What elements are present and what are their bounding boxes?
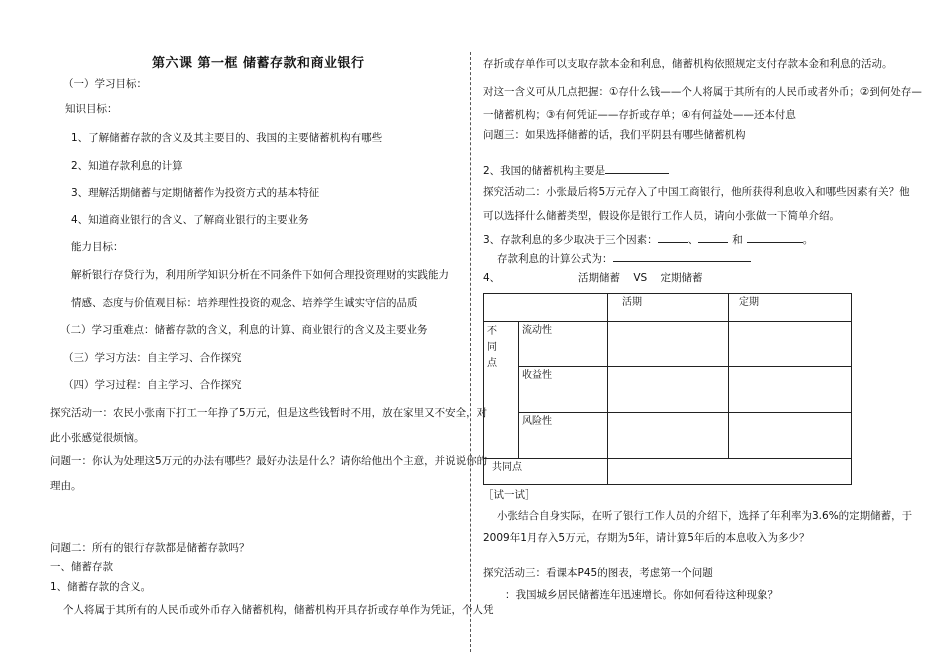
activity-1-line-2: 此小张感觉很烦恼。 [50,432,145,444]
definition-points-line-1: 对这一含义可从几点把握：①存什么钱——个人将属于其所有的人民币或者外币；②到何处存— [483,86,922,98]
activity-1-line-1: 探究活动一：农民小张南下打工一年挣了5万元，但是这些钱暂时不用，放在家里又不安全，对 [50,407,488,419]
cell-liquidity-fixed[interactable] [729,322,852,367]
column-header-fixed: 定期 [729,294,852,322]
try-it-line-2: 2009年1月存入5万元，存期为5年，请计算5年后的本息收入为多少？ [483,532,810,544]
activity-2-line-2: 可以选择什么储蓄类型，假设你是银行工作人员，请向小张做一下简单介绍。 [483,210,840,222]
section-1-heading: 一、储蓄存款 [50,561,113,573]
learning-process: （四）学习过程：自主学习、合作探究 [63,379,242,391]
definition-continued: 存折或存单作可以支取存款本金和利息，储蓄机构依照规定支付存款本金和利息的活动。 [483,58,893,70]
definition-text: 个人将属于其所有的人民币或外币存入储蓄机构，储蓄机构开具存折或存单作为凭证，个人凭 [63,604,494,616]
item-3-text: 3、存款利息的多少取决于三个因素： [483,234,658,246]
knowledge-goal-3: 3、理解活期储蓄与定期储蓄作为投资方式的基本特征 [71,187,320,199]
question-1-line-1: 问题一：你认为处理这5万元的办法有哪些？最好办法是什么？请你给他出个主意，并说说你的 [50,455,488,467]
learning-method: （三）学习方法：自主学习、合作探究 [63,352,242,364]
ability-goal-text: 解析银行存贷行为，利用所学知识分析在不同条件下如何合理投资理财的实践能力 [71,269,449,281]
ability-goals-heading: 能力目标： [71,241,124,253]
question-1-line-2: 理由。 [50,480,82,492]
row-label-common: 共同点 [484,459,608,485]
item-3-end: 。 [802,234,814,246]
factor-3-blank[interactable] [747,231,803,243]
item-2 [483,162,669,178]
interest-formula [497,250,751,266]
cell-liquidity-current[interactable] [608,322,729,367]
try-it-heading: ［试一试］ [483,489,536,501]
knowledge-goal-1: 1、了解储蓄存款的含义及其主要目的、我国的主要储蓄机构有哪些 [71,132,383,144]
item-3 [483,231,813,247]
cell-risk-current[interactable] [608,413,729,459]
item-3-separator: 、 [687,234,699,246]
item-2-blank[interactable] [605,162,669,174]
lesson-title: 第六课 第一框 储蓄存款和商业银行 [152,56,365,71]
cell-common[interactable] [608,459,852,485]
cell-risk-fixed[interactable] [729,413,852,459]
interest-formula-label: 存款利息的计算公式为： [497,253,613,265]
table-corner-cell [484,294,608,322]
knowledge-goal-2: 2、知道存款利息的计算 [71,160,183,172]
cell-return-fixed[interactable] [729,367,852,413]
item-3-and: 和 [732,234,743,246]
comparison-title: 活期储蓄 VS 定期储蓄 [578,272,703,284]
row-label-return: 收益性 [519,367,608,413]
item-4-number: 4、 [483,272,501,284]
column-divider [470,52,471,652]
factor-2-blank[interactable] [698,231,728,243]
definition-points-line-2: 一储蓄机构；③有何凭证——存折或存单；④有何益处——还本付息 [483,109,796,121]
item-2-text: 2、我国的储蓄机构主要是 [483,165,606,177]
cell-return-current[interactable] [608,367,729,413]
emotion-goal-text: 情感、态度与价值观目标：培养理性投资的观念、培养学生诚实守信的品质 [71,297,418,309]
row-label-liquidity: 流动性 [519,322,608,367]
question-3: 问题三：如果选择储蓄的话，我们平阴县有哪些储蓄机构 [483,129,746,141]
factor-1-blank[interactable] [658,231,688,243]
activity-3: 探究活动三：看课本P45的图表，考虑第一个问题 [483,567,713,579]
knowledge-goals-heading: 知识目标： [65,103,118,115]
differences-label [484,322,519,459]
column-header-current: 活期 [608,294,729,322]
interest-formula-blank[interactable] [613,250,751,262]
row-label-risk: 风险性 [519,413,608,459]
activity-2-line-1: 探究活动二：小张最后将5万元存入了中国工商银行，他所获得利息收入和哪些因素有关？他 [483,186,910,198]
question-2: 问题二：所有的银行存款都是储蓄存款吗？ [50,542,250,554]
learning-goals-heading: （一）学习目标： [63,78,147,90]
key-points: （二）学习重难点：储蓄存款的含义，利息的计算、商业银行的含义及主要业务 [60,324,428,336]
definition-heading: 1、储蓄存款的含义。 [50,581,152,593]
differences-label-text: 不同点 [487,326,497,369]
knowledge-goal-4: 4、知道商业银行的含义、了解商业银行的主要业务 [71,214,309,226]
activity-3-question: ：我国城乡居民储蓄连年迅速增长。你如何看待这种现象？ [505,589,778,601]
savings-comparison-table [483,293,852,485]
try-it-line-1: 小张结合自身实际，在听了银行工作人员的介绍下，选择了年利率为3.6%的定期储蓄，于 [497,510,913,522]
